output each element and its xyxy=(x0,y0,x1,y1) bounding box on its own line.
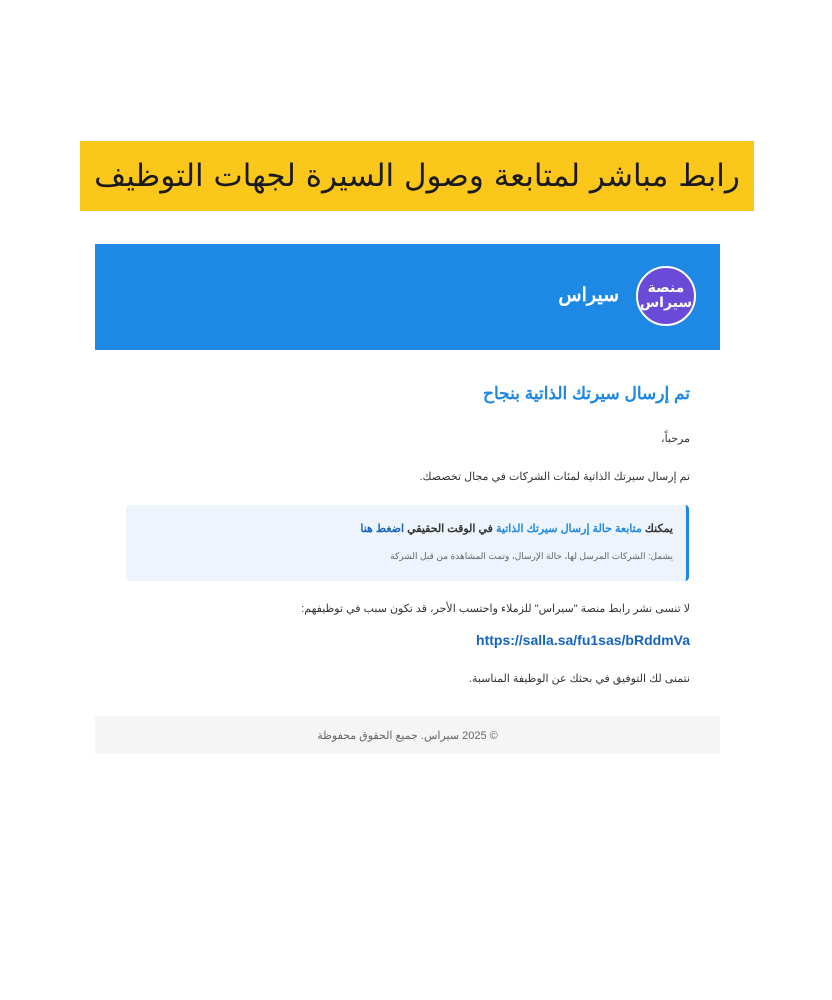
banner-title: رابط مباشر لمتابعة وصول السيرة لجهات التوظيف xyxy=(94,157,740,194)
tracking-middle: في الوقت الحقيقي xyxy=(407,523,493,535)
tracking-message xyxy=(360,522,673,535)
tracking-prefix: يمكنك xyxy=(644,523,673,535)
tracking-details: يشمل: الشركات المرسل لها، حالة الإرسال، وتمت المشاهدة من قبل الشركة xyxy=(390,551,673,561)
tracking-link[interactable]: اضغط هنا xyxy=(360,523,405,535)
email-footer xyxy=(95,716,720,754)
tracking-notice xyxy=(126,505,689,581)
closing-message: نتمنى لك التوفيق في بحثك عن الوظيفة المناسبة. xyxy=(468,673,690,685)
tracking-highlight: متابعة حالة إرسال سيرتك الذاتية xyxy=(496,523,642,535)
brand-name: سيراس xyxy=(558,285,619,306)
sent-message: تم إرسال سيرتك الذاتية لمئات الشركات في مجال تخصصك. xyxy=(419,471,690,483)
title-banner xyxy=(80,141,754,211)
email-card xyxy=(95,244,720,754)
share-message: لا تنسى نشر رابط منصة "سيراس" للزملاء واحتسب الأجر، قد تكون سبب في توظيفهم: xyxy=(301,603,690,615)
greeting-text: مرحباً، xyxy=(661,433,690,445)
share-url-link[interactable]: https://salla.sa/fu1sas/bRddmVa xyxy=(476,632,690,648)
email-header xyxy=(95,244,720,350)
success-heading: تم إرسال سيرتك الذاتية بنجاح xyxy=(483,384,690,403)
brand-logo xyxy=(636,266,696,326)
logo-line-1: منصة xyxy=(647,280,685,297)
email-body xyxy=(95,350,720,716)
copyright-text: © 2025 سيراس. جميع الحقوق محفوظة xyxy=(317,729,498,742)
logo-line-2: سيراس xyxy=(639,295,693,311)
